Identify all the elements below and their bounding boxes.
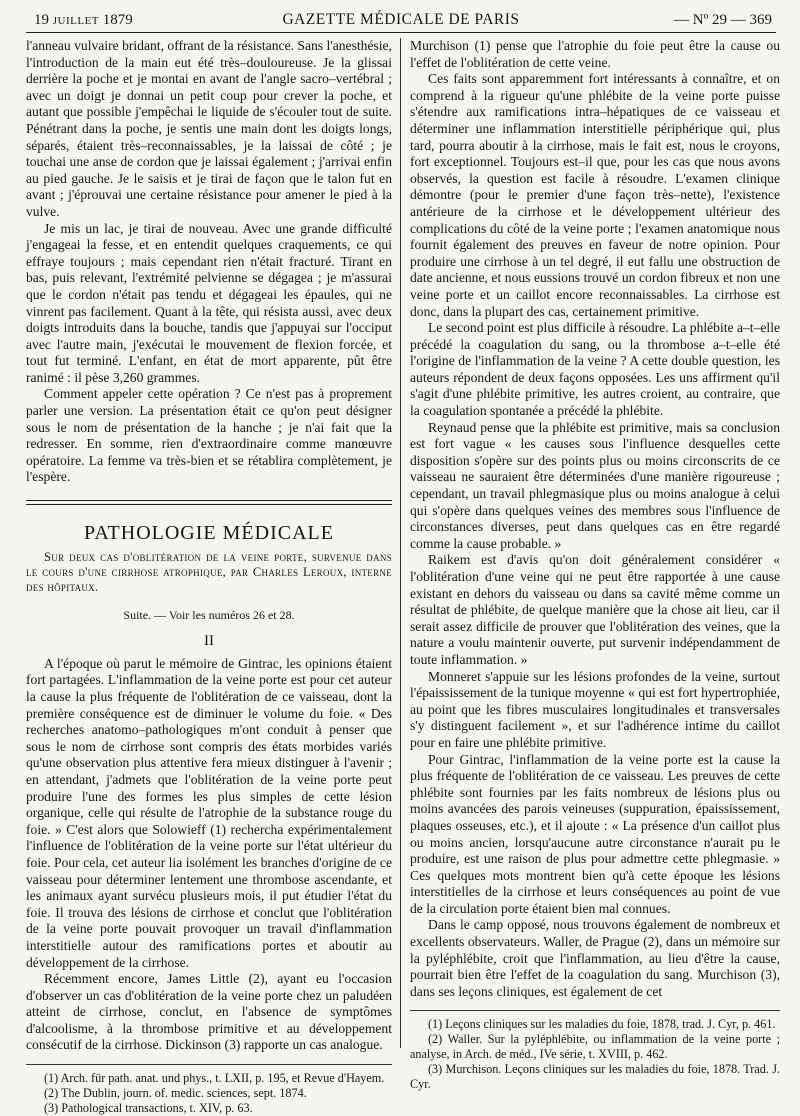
- footnote: (2) The Dublin, journ. of. medic. sciences, sept. 1874.: [44, 1086, 307, 1101]
- paragraph: Comment appeler cette opération ? Ce n'est pas à proprement parler une version. La présentation était ce qu'on peut désigner sous le nom de présentation de la hanche ; je n'ai fait que la redresser. En somme, rien d'extraordinaire comme manœuvre opératoire. La femme va très-bien et se rétablira complètement, je l'espère.: [26, 386, 392, 485]
- footnote: (2) Waller. Sur la pyléphlébite, ou inflammation de la veine porte ; analyse, in Arch. de méd., IVe série, t. XVIII, p. 462.: [410, 1032, 780, 1062]
- page-header: [26, 10, 776, 33]
- section-rule: [26, 500, 392, 505]
- paragraph: Ces faits sont apparemment fort intéressants à connaître, et on comprend à la rigueur qu'une phlébite de la veine porte puisse s'étendre aux ramifications intra–hépatiques de ce vaisseau et déterminer une inflammation interstitielle périphérique qui, plus tard, pourra aboutir à la cirrhose, mais le fait est, nous le croyons, fort exceptionnel. Toujours est–il que, pour les cas que nous avons observés, la question est facile à résoudre. L'examen clinique démontre (pour le premier d'une façon très–nette), l'existence antérieure de la cirrhose et le développement ultérieur des complications du côté de la veine porte ; l'examen anatomique nous fournit également des preuves en faveur de notre opinion. Pour produire une cirrhose à un tel degré, il eut fallu une obstruction de date ancienne, et nous eussions trouvé un cordon fibreux et non une veine porte et un caillot encore reconnaissables. La cirrhose est donc, dans la plupart des cas, certainement primitive.: [410, 71, 780, 319]
- paragraph: Le second point est plus difficile à résoudre. La phlébite a–t–elle précédé la coagulation du sang, ou la thrombose a–t–elle été l'origine de l'inflammation de la veine ? A cette double question, les auteurs répondent de deux façons opposées. Les uns affirment qu'il s'agit d'une phlébite primitive, les autres croient, au contraire, que la coagulation spontanée a précédé la phlébite.: [410, 320, 780, 419]
- paragraph: Reynaud pense que la phlébite est primitive, mais sa conclusion est fort vague « les causes sous l'influence desquelles cette disposition s'opère sur des points plus ou moins circonscrits de ce vaisseau ne sauraient être déterminées d'une manière rigoureuse ; cependant, un travail phlegmasique plus ou moins analogue à celui qui s'opère dans quelques veines des membres sous l'influence de circonstances diverses, peut dans quelques cas en être regardé comme la cause probable. »: [410, 419, 780, 551]
- paragraph: Raikem est d'avis qu'on doit généralement considérer « l'oblitération d'une veine qui ne peut être rapportée à une cause existant en dehors du vaisseau ou dans sa cavité même comme un résultat de phlébite, de quelque manière que la chose ait lieu, car il serait assez difficile de prouver que l'oblitération des veines, que la nature a voulu maintenir ouverte, put survenir indépendamment de toute inflammation. »: [410, 552, 780, 667]
- paragraph: Murchison (1) pense que l'atrophie du foie peut être la cause ou l'effet de l'oblitération de cette veine.: [410, 38, 780, 70]
- right-column: [410, 38, 780, 1092]
- suite-note: Suite. — Voir les numéros 26 et 28.: [123, 607, 295, 622]
- journal-title: GAZETTE MÉDICALE DE PARIS: [282, 11, 520, 28]
- footnote: (3) Pathological transactions, t. XIV, p. 63.: [44, 1101, 253, 1116]
- footnote: (1) Leçons cliniques sur les maladies du foie, 1878, trad. J. Cyr, p. 461.: [428, 1017, 776, 1032]
- page-number: — Nº 29 — 369: [674, 12, 772, 28]
- paragraph: A l'époque où parut le mémoire de Gintrac, les opinions étaient fort partagées. L'inflammation de la veine porte est pour cet auteur la cause la plus fréquente de l'oblitération de ce vaisseau, dont la première conséquence est de diminuer le volume du foie. « Des recherches anatomo–pathologiques m'ont conduit à penser que sous le nom de cirrhose sont compris des états morbides variés qu'une observation plus attentive fera mieux distinguer à l'avenir ; en attendant, j'admets que l'oblitération de la veine porte peut produire l'une des formes les plus simples de cette lésion organique, celle qui résulte de l'atrophie de la substance rouge du foie. » C'est alors que Solowieff (1) rechercha expérimentalement l'influence de l'oblitération de la veine porte sur l'état ultérieur du foie. Pour cela, cet auteur lia isolément les branches d'origine de ce vaisseau pour déterminer lentement une thrombose ascendante, et les animaux ayant survécu plusieurs mois, il put étudier l'état du foie. Il trouva des lésions de cirrhose et conclut que l'oblitération de la veine porte pouvait provoquer un travail d'inflammation interstitielle autour des ramifications portes et aboutir au développement de la cirrhose.: [26, 655, 392, 970]
- footnote: (3) Murchison. Leçons cliniques sur les maladies du foie, 1878. Trad. J. Cyr.: [410, 1062, 780, 1092]
- paragraph: l'anneau vulvaire bridant, offrant de la résistance. Sans l'anesthésie, l'introduction de la main eut été très–douloureuse. Je la glissai derrière la poche et je montai en avant de l'angle sacro–vertébral ; avec un doigt je donnai un petit coup pour crever la poche, et autant que possible j'empêchai le liquide de s'écouler tout de suite. Pénétrant dans la poche, je sentis une main dont les doigts longs, séparés, étaient très–reconnaissables, je la laissai de côté ; je touchai une anse de cordon que je laissai également ; j'arrivai enfin au pied gauche. Je le saisis et je tirai de façon que le talon fut en avant ; j'éprouvai une certaine résistance pour amener le pied à la vulve.: [26, 38, 392, 219]
- left-column: [26, 38, 392, 1116]
- paragraph: Pour Gintrac, l'inflammation de la veine porte est la cause la plus fréquente de l'oblitération de ce vaisseau. Les preuves de cette phlébite sont fournies par les faits nombreux de lésions plus ou moins avancées des parois veineuses (suppuration, épaississement, plaques osseuses, etc.), et il ajoute : « La présence d'un caillot plus ou moins ancien, lorsqu'aucune autre circonstance n'aurait pu le produire, est une raison de plus pour admettre cette phlegmasie. » Ces quelques mots montrent bien qu'à cette époque les lésions interstitielles de la cirrhose et leurs conséquences au point de vue de la circulation porte étaient bien mal connues.: [410, 751, 780, 916]
- paragraph: Je mis un lac, je tirai de nouveau. Avec une grande difficulté j'engageai la fesse, et en entendit quelques craquements, ce qui effraye toujours ; mais cependant rien n'était fracturé. Tirant en bas, puis relevant, l'extrémité pelvienne se dégagea ; je m'assurai que le cordon n'était pas tendu et dégageai les épaules, qui ne vinrent pas facilement. Quant à la tête, qui résista aussi, avec deux doigts introduits dans la bouche, tandis que j'appuyai sur l'occiput avec l'autre main, j'exécutai le mouvement de flexion forcée, et tout fut terminé. L'enfant, en état de mort apparente, pût être ranimé : il pèse 3,260 grammes.: [26, 220, 392, 385]
- article-subtitle: Sur deux cas d'oblitération de la veine porte, survenue dans le cours d'une cirrhose atrophique, par Charles Leroux, interne des hôpitaux.: [26, 549, 392, 594]
- paragraph: Monneret s'appuie sur les lésions profondes de la veine, surtout l'épaississement de la tunique moyenne « qui est fort hypertrophiée, au point que les fibres musculaires longitudinales et transversales s'y distinguent facilement », et sur l'adhérence intime du caillot pour en faire une phlébite primitive.: [410, 668, 780, 750]
- footnotes: [410, 1010, 780, 1092]
- section-title: PATHOLOGIE MÉDICALE: [84, 522, 334, 545]
- paragraph: Dans le camp opposé, nous trouvons également de nombreux et excellents observateurs. Waller, de Prague (2), dans un mémoire sur la pyléphlébite, croit que l'inflammation, au lieu d'être la cause, pourrait bien être l'effet de la coagulation du sang. Murchison (3), dans ses leçons cliniques, est également de cet: [410, 917, 780, 999]
- header-day: 19: [34, 12, 49, 28]
- paragraph: Récemment encore, James Little (2), ayant eu l'occasion d'observer un cas d'oblitération de la veine porte chez un paludéen atteint de cirrhose, conclut, en l'absence de symptômes d'alcoolisme, à la thrombose primitive et au développement consécutif de la cirrhose. Dickinson (3) rapporte un cas analogue.: [26, 971, 392, 1053]
- header-year: 1879: [102, 12, 133, 28]
- footnote: (1) Arch. für path. anat. und phys., t. LXII, p. 195, et Revue d'Hayem.: [44, 1071, 385, 1086]
- part-number: II: [204, 633, 214, 650]
- header-month: JUILLET: [52, 15, 100, 27]
- footnotes: [26, 1064, 392, 1116]
- column-divider: [400, 38, 401, 1048]
